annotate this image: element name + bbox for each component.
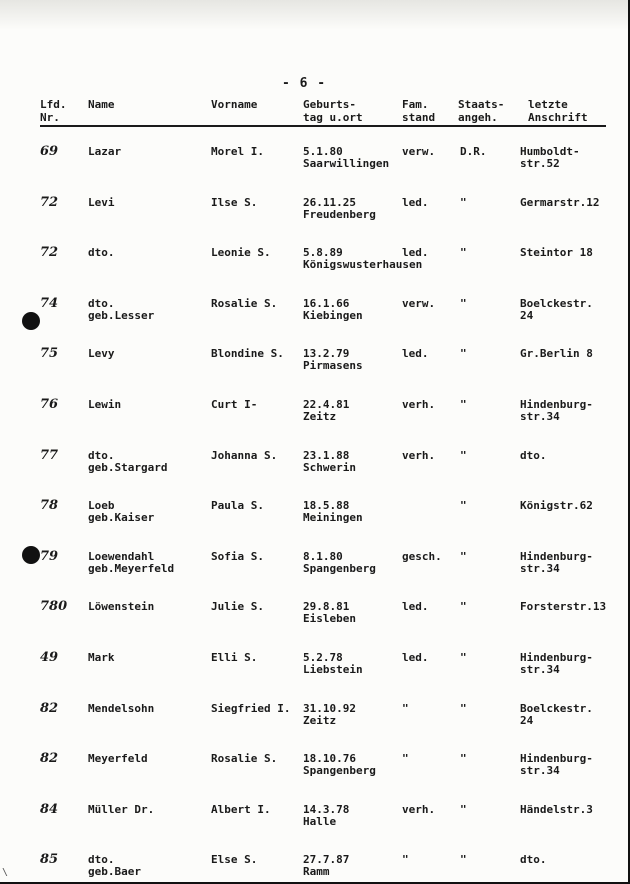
row-fam-stand: " (402, 752, 409, 766)
row-name: Lewin (88, 398, 122, 411)
row-staatsangeh: " (460, 600, 467, 614)
row-geburt: 26.11.25 Freudenberg (303, 195, 376, 221)
row-name: Mark (88, 651, 115, 664)
row-anschrift: Steintor 18 (520, 246, 593, 260)
row-vorname: Rosalie S. (211, 296, 278, 310)
row-fam-stand: led. (402, 246, 429, 260)
row-geburt: 27.7.87 Ramm (303, 853, 350, 879)
row-name: dto. geb.Baer (88, 853, 141, 879)
row-fam-stand: led. (402, 195, 429, 209)
row-number: 78 (40, 498, 59, 514)
row-vorname: Sofia S. (211, 549, 264, 563)
row-vorname: Morel I. (211, 145, 264, 158)
row-staatsangeh: " (460, 296, 467, 310)
row-staatsangeh: " (460, 246, 467, 260)
row-geburt: 29.8.81 Eisleben (303, 600, 356, 626)
row-anschrift: Hindenburg- str.34 (520, 752, 593, 778)
row-number: 77 (40, 447, 59, 463)
row-staatsangeh: " (460, 347, 467, 361)
row-number: 85 (40, 852, 59, 868)
row-anschrift: Boelckestr. 24 (520, 701, 593, 727)
corner-mark: \ (2, 867, 9, 878)
row-number: 74 (40, 295, 59, 311)
row-fam-stand: verw. (402, 296, 436, 310)
row-anschrift: Boelckestr. 24 (520, 296, 593, 322)
table-row (0, 601, 630, 651)
row-geburt: 31.10.92 Zeitz (303, 701, 356, 727)
row-anschrift: Forsterstr.13 (520, 600, 607, 614)
row-anschrift: Hindenburg- str.34 (520, 549, 593, 575)
row-name: Lazar (88, 145, 122, 158)
row-staatsangeh: D.R. (460, 145, 487, 158)
row-name: Müller Dr. (88, 802, 155, 816)
row-anschrift: Händelstr.3 (520, 802, 593, 816)
row-vorname: Ilse S. (211, 195, 258, 209)
row-vorname: Julie S. (211, 600, 264, 614)
header-fam-stand: Fam. stand (402, 98, 436, 124)
row-anschrift: Königstr.62 (520, 499, 593, 513)
row-staatsangeh: " (460, 651, 467, 664)
row-fam-stand: verh. (402, 448, 436, 462)
row-vorname: Siegfried I. (211, 701, 291, 715)
header-staatsangeh: Staats- angeh. (458, 98, 505, 124)
row-geburt: 8.1.80 Spangenberg (303, 549, 376, 575)
table-row (0, 447, 630, 500)
row-vorname: Blondine S. (211, 347, 284, 361)
row-name: Levi (88, 195, 115, 209)
header-lfd-nr: Lfd. Nr. (40, 98, 67, 124)
row-staatsangeh: " (460, 701, 467, 715)
row-number: 84 (40, 801, 59, 817)
row-geburt: 23.1.88 Schwerin (303, 448, 356, 474)
row-geburt: 5.1.80 Saarwillingen (303, 145, 390, 170)
row-number: 76 (40, 397, 59, 412)
row-vorname: Paula S. (211, 499, 264, 513)
row-number: 72 (40, 245, 59, 261)
row-anschrift: dto. (520, 448, 547, 462)
row-number: 82 (40, 700, 59, 716)
row-staatsangeh: " (460, 752, 467, 766)
row-staatsangeh: " (460, 549, 467, 563)
row-name: Mendelsohn (88, 701, 155, 715)
table-row (0, 652, 630, 702)
row-name: dto. (88, 246, 115, 260)
row-anschrift: dto. (520, 853, 547, 867)
table-row (0, 399, 630, 449)
row-geburt: 18.5.88 Meiningen (303, 499, 363, 525)
row-staatsangeh: " (460, 448, 467, 462)
row-number: 69 (40, 144, 59, 159)
row-fam-stand: " (402, 853, 409, 867)
row-anschrift: Gr.Berlin 8 (520, 347, 593, 361)
row-staatsangeh: " (460, 398, 467, 411)
row-number: 79 (40, 548, 59, 564)
header-underline (40, 125, 606, 127)
row-anschrift: Hindenburg- str.34 (520, 398, 593, 423)
table-row (0, 854, 630, 884)
row-fam-stand: led. (402, 600, 429, 614)
row-name: Loeb geb.Kaiser (88, 499, 155, 525)
table-row (0, 295, 630, 348)
row-anschrift: Germarstr.12 (520, 195, 600, 209)
row-fam-stand: led. (402, 347, 429, 361)
row-name: Loewendahl geb.Meyerfeld (88, 549, 175, 575)
row-vorname: Johanna S. (211, 448, 278, 462)
row-number: 72 (40, 194, 59, 210)
row-number: 49 (40, 650, 59, 665)
row-number: 75 (40, 346, 59, 362)
row-vorname: Curt I- (211, 398, 258, 411)
table-row (0, 548, 630, 601)
table-row (0, 348, 630, 398)
table-row (0, 146, 630, 196)
row-name: Löwenstein (88, 600, 155, 614)
row-fam-stand: verw. (402, 145, 436, 158)
row-staatsangeh: " (460, 195, 467, 209)
table-row (0, 753, 630, 803)
row-number: 780 (40, 599, 68, 615)
row-vorname: Albert I. (211, 802, 271, 816)
header-geburt: Geburts- tag u.ort (303, 98, 363, 124)
row-fam-stand: " (402, 701, 409, 715)
row-vorname: Elli S. (211, 651, 258, 664)
row-geburt: 5.8.89 Königswusterhausen (303, 246, 423, 272)
page-number: - 6 - (282, 76, 327, 91)
row-anschrift: Hindenburg- str.34 (520, 651, 593, 676)
row-vorname: Rosalie S. (211, 752, 278, 766)
header-anschrift: letzte Anschrift (528, 98, 588, 124)
row-name: dto. geb.Stargard (88, 448, 168, 474)
row-staatsangeh: " (460, 853, 467, 867)
row-staatsangeh: " (460, 499, 467, 513)
table-row (0, 194, 630, 247)
row-name: Levy (88, 347, 115, 361)
row-name: dto. geb.Lesser (88, 296, 155, 322)
row-geburt: 22.4.81 Zeitz (303, 398, 350, 423)
row-fam-stand: led. (402, 651, 429, 664)
row-name: Meyerfeld (88, 752, 148, 766)
row-geburt: 13.2.79 Pirmasens (303, 347, 363, 373)
row-anschrift: Humboldt- str.52 (520, 145, 580, 170)
row-geburt: 16.1.66 Kiebingen (303, 296, 363, 322)
row-vorname: Leonie S. (211, 246, 271, 260)
table-row (0, 801, 630, 854)
row-geburt: 18.10.76 Spangenberg (303, 752, 376, 778)
row-fam-stand: verh. (402, 398, 436, 411)
row-staatsangeh: " (460, 802, 467, 816)
row-fam-stand: verh. (402, 802, 436, 816)
scan-shadow (0, 0, 630, 30)
row-geburt: 14.3.78 Halle (303, 802, 350, 828)
row-fam-stand: gesch. (402, 549, 442, 563)
row-geburt: 5.2.78 Liebstein (303, 651, 363, 676)
table-row (0, 500, 630, 550)
row-number: 82 (40, 751, 59, 767)
header-vorname: Vorname (211, 98, 258, 111)
row-vorname: Else S. (211, 853, 258, 867)
table-row (0, 700, 630, 753)
table-row (0, 247, 630, 297)
header-name: Name (88, 98, 115, 111)
